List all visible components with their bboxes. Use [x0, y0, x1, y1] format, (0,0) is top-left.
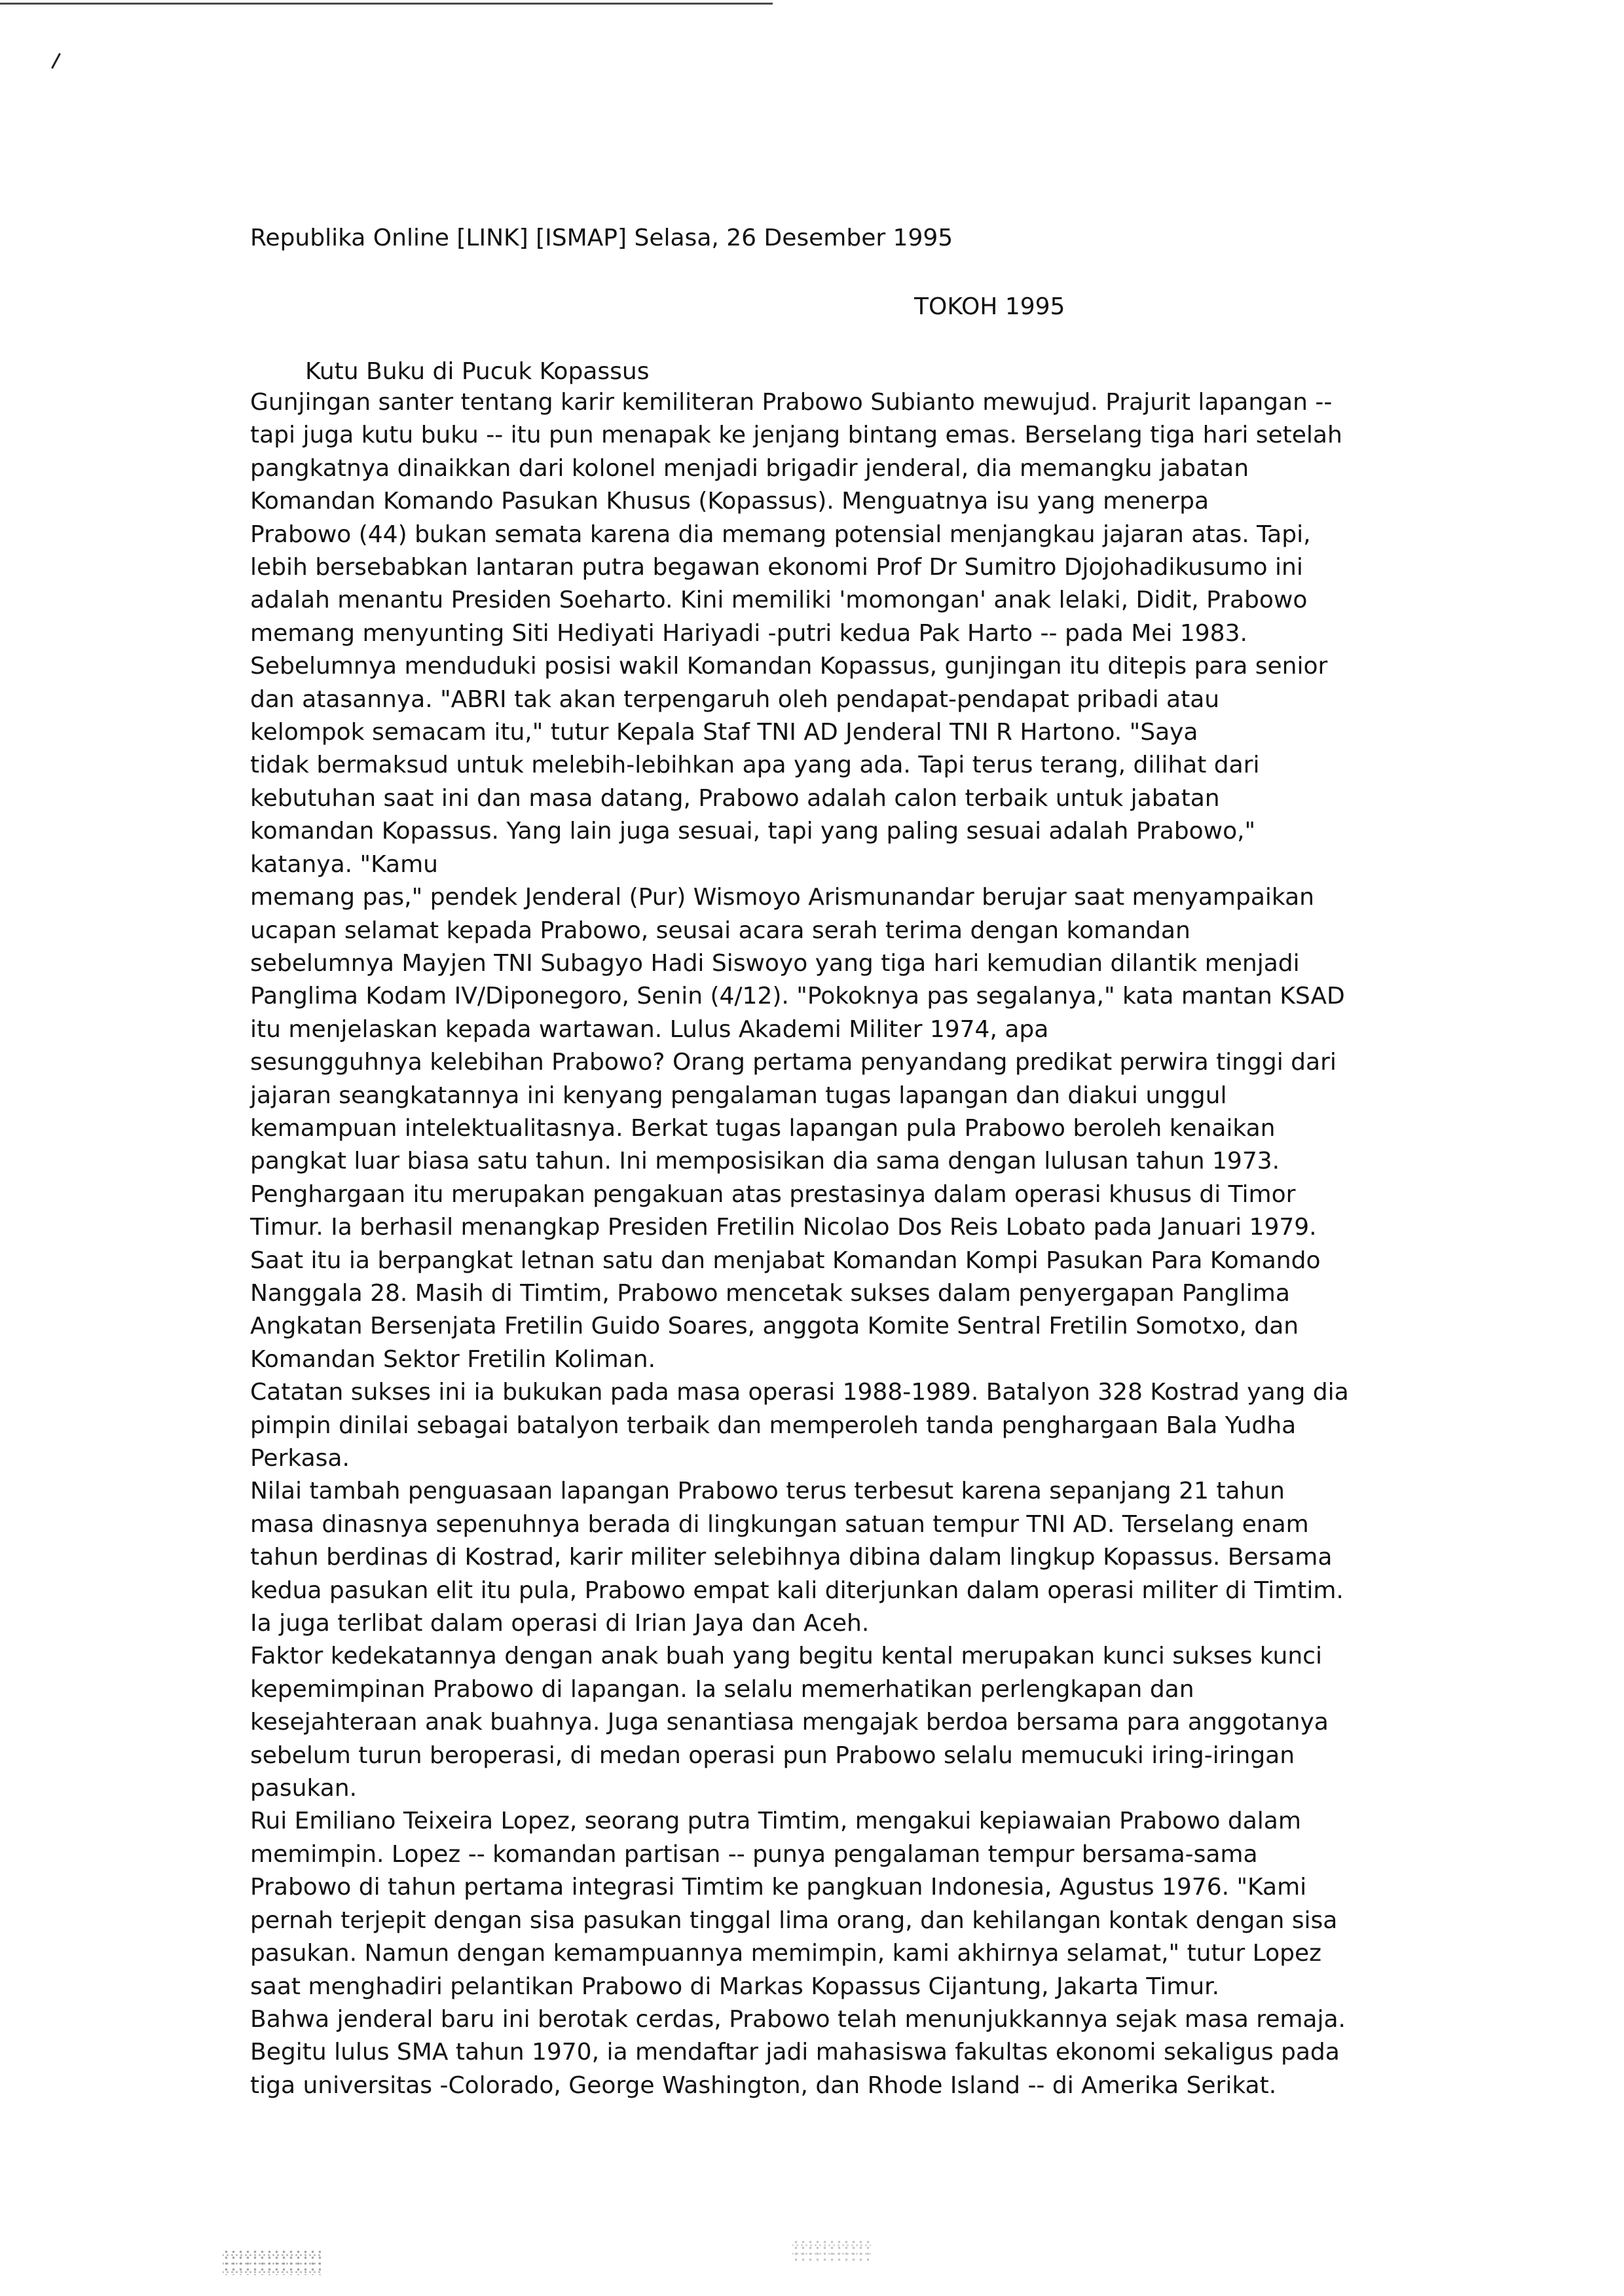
- source-header: Republika Online [LINK] [ISMAP] Selasa, 26 Desember 1995: [250, 225, 953, 251]
- scan-edge-line: [0, 3, 773, 5]
- scan-noise: [792, 2239, 871, 2261]
- article-body: Gunjingan santer tentang karir kemiliteran Prabowo Subianto mewujud. Prajurit lapangan -- tapi juga kutu buku -- itu pun menapak ke jenjang bintang emas. Berselang tiga hari setelah pangkatnya dinaikkan dari kolonel menjadi brigadir jenderal, dia memangku jabatan Komandan Komando Pasukan Khusus (Kopassus). Menguatnya isu yang menerpa Prabowo (44) bukan semata karena dia memang potensial menjangkau jajaran atas. Tapi, lebih bersebabkan lantaran putra begawan ekonomi Prof Dr Sumitro Djojohadikusumo ini adalah menantu Presiden Soeharto. Kini memiliki 'momongan' anak lelaki, Didit, Prabowo memang menyunting Siti Hediyati Hariyadi -putri kedua Pak Harto -- pada Mei 1983. Sebelumnya menduduki posisi wakil Komandan Kopassus, gunjingan itu ditepis para senior dan atasannya. "ABRI tak akan terpengaruh oleh pendapat-pendapat pribadi atau kelompok semacam itu," tutur Kepala Staf TNI AD Jenderal TNI R Hartono. "Saya tidak bermaksud untuk melebih-lebihkan apa yang ada. Tapi terus terang, dilihat dari kebutuhan saat ini dan masa datang, Prabowo adalah calon terbaik untuk jabatan komandan Kopassus. Yang lain juga sesuai, tapi yang paling sesuai adalah Prabowo," katanya. "Kamu memang pas," pendek Jenderal (Pur) Wismoyo Arismunandar berujar saat menyampaikan ucapan selamat kepada Prabowo, seusai acara serah terima dengan komandan sebelumnya Mayjen TNI Subagyo Hadi Siswoyo yang tiga hari kemudian dilantik menjadi Panglima Kodam IV/Diponegoro, Senin (4/12). "Pokoknya pas segalanya," kata mantan KSAD itu menjelaskan kepada wartawan. Lulus Akademi Militer 1974, apa sesungguhnya kelebihan Prabowo? Orang pertama penyandang predikat perwira tinggi dari jajaran seangkatannya ini kenyang pengalaman tugas lapangan dan diakui unggul kemampuan intelektualitasnya. Berkat tugas lapangan pula Prabowo beroleh kenaikan pangkat luar biasa satu tahun. Ini memposisikan dia sama dengan lulusan tahun 1973. Penghargaan itu merupakan pengakuan atas prestasinya dalam operasi khusus di Timor Timur. Ia berhasil menangkap Presiden Fretilin Nicolao Dos Reis Lobato pada Januari 1979. Saat itu ia berpangkat letnan satu dan menjabat Komandan Kompi Pasukan Para Komando Nanggala 28. Masih di Timtim, Prabowo mencetak sukses dalam penyergapan Panglima Angkatan Bersenjata Fretilin Guido Soares, anggota Komite Sentral Fretilin Somotxo, dan Komandan Sektor Fretilin Koliman. Catatan sukses ini ia bukukan pada masa operasi 1988-1989. Batalyon 328 Kostrad yang dia pimpin dinilai sebagai batalyon terbaik dan memperoleh tanda penghargaan Bala Yudha Perkasa. Nilai tambah penguasaan lapangan Prabowo terus terbesut karena sepanjang 21 tahun masa dinasnya sepenuhnya berada di lingkungan satuan tempur TNI AD. Terselang enam tahun berdinas di Kostrad, karir militer selebihnya dibina dalam lingkup Kopassus. Bersama kedua pasukan elit itu pula, Prabowo empat kali diterjunkan dalam operasi militer di Timtim. Ia juga terlibat dalam operasi di Irian Jaya dan Aceh. Faktor kedekatannya dengan anak buah yang begitu kental merupakan kunci sukses kunci kepemimpinan Prabowo di lapangan. Ia selalu memerhatikan perlengkapan dan kesejahteraan anak buahnya. Juga senantiasa mengajak berdoa bersama para anggotanya sebelum turun beroperasi, di medan operasi pun Prabowo selalu memucuki iring-iringan pasukan. Rui Emiliano Teixeira Lopez, seorang putra Timtim, mengakui kepiawaian Prabowo dalam memimpin. Lopez -- komandan partisan -- punya pengalaman tempur bersama-sama Prabowo di tahun pertama integrasi Timtim ke pangkuan Indonesia, Agustus 1976. "Kami pernah terjepit dengan sisa pasukan tinggal lima orang, dan kehilangan kontak dengan sisa pasukan. Namun dengan kemampuannya memimpin, kami akhirnya selamat," tutur Lopez saat menghadiri pelantikan Prabowo di Markas Kopassus Cijantung, Jakarta Timur. Bahwa jenderal baru ini berotak cerdas, Prabowo telah menunjukkannya sejak masa remaja. Begitu lulus SMA tahun 1970, ia mendaftar jadi mahasiswa fakultas ekonomi sekaligus pada tiga universitas -Colorado, George Washington, dan Rhode Island -- di Amerika Serikat.: [250, 389, 1349, 2099]
- section-label: TOKOH 1995: [914, 293, 1065, 320]
- scan-noise: [223, 2249, 321, 2275]
- article-headline: Kutu Buku di Pucuk Kopassus: [305, 358, 650, 385]
- scan-pen-mark: [51, 53, 61, 69]
